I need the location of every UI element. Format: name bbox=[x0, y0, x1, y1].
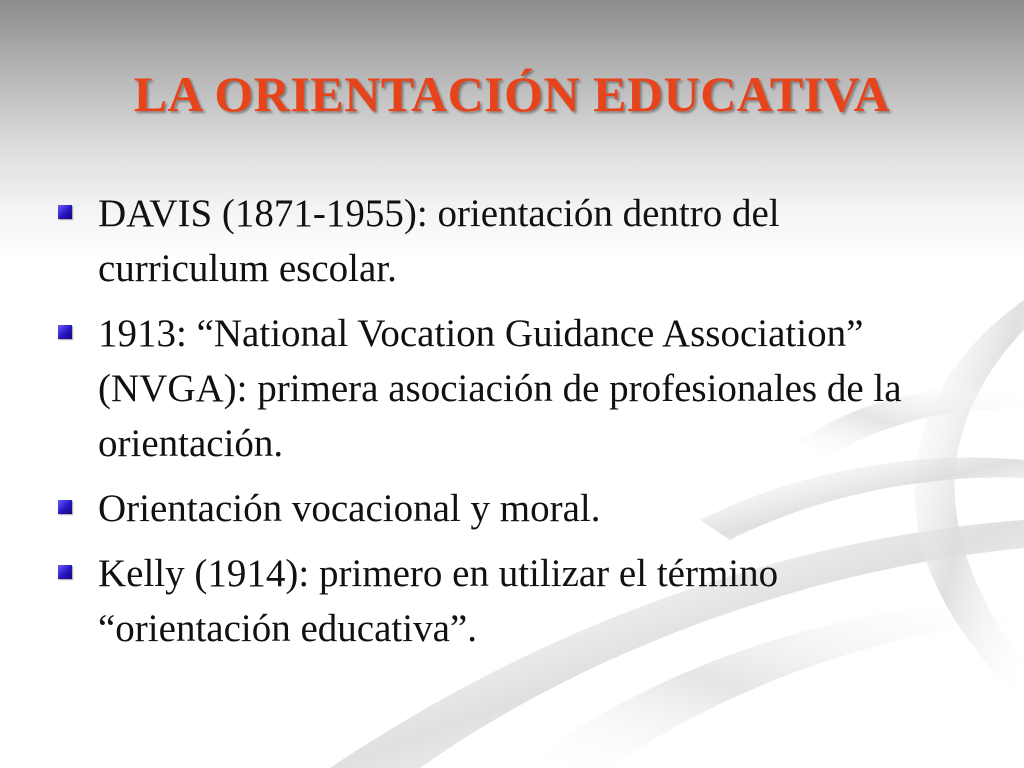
square-bullet-icon bbox=[58, 500, 72, 514]
bullet-item-davis bbox=[56, 186, 916, 296]
bullet-item-nvga bbox=[56, 306, 916, 471]
slide-title: LA ORIENTACIÓN EDUCATIVA bbox=[133, 66, 891, 122]
bullet-text: Orientación vocacional y moral. bbox=[98, 487, 601, 530]
bullet-text: DAVIS (1871-1955): orientación dentro del curriculum escolar. bbox=[98, 192, 780, 290]
square-bullet-icon bbox=[58, 565, 72, 579]
bullet-text: Kelly (1914): primero en utilizar el término “orientación educativa”. bbox=[98, 552, 779, 650]
bullet-list bbox=[56, 186, 916, 666]
bullet-text: 1913: “National Vocation Guidance Association” (NVGA): primera asociación de profesionales de la orientación. bbox=[98, 312, 902, 465]
bullet-item-vocational bbox=[56, 481, 916, 536]
bullet-item-kelly bbox=[56, 546, 916, 656]
square-bullet-icon bbox=[58, 325, 72, 339]
square-bullet-icon bbox=[58, 205, 72, 219]
